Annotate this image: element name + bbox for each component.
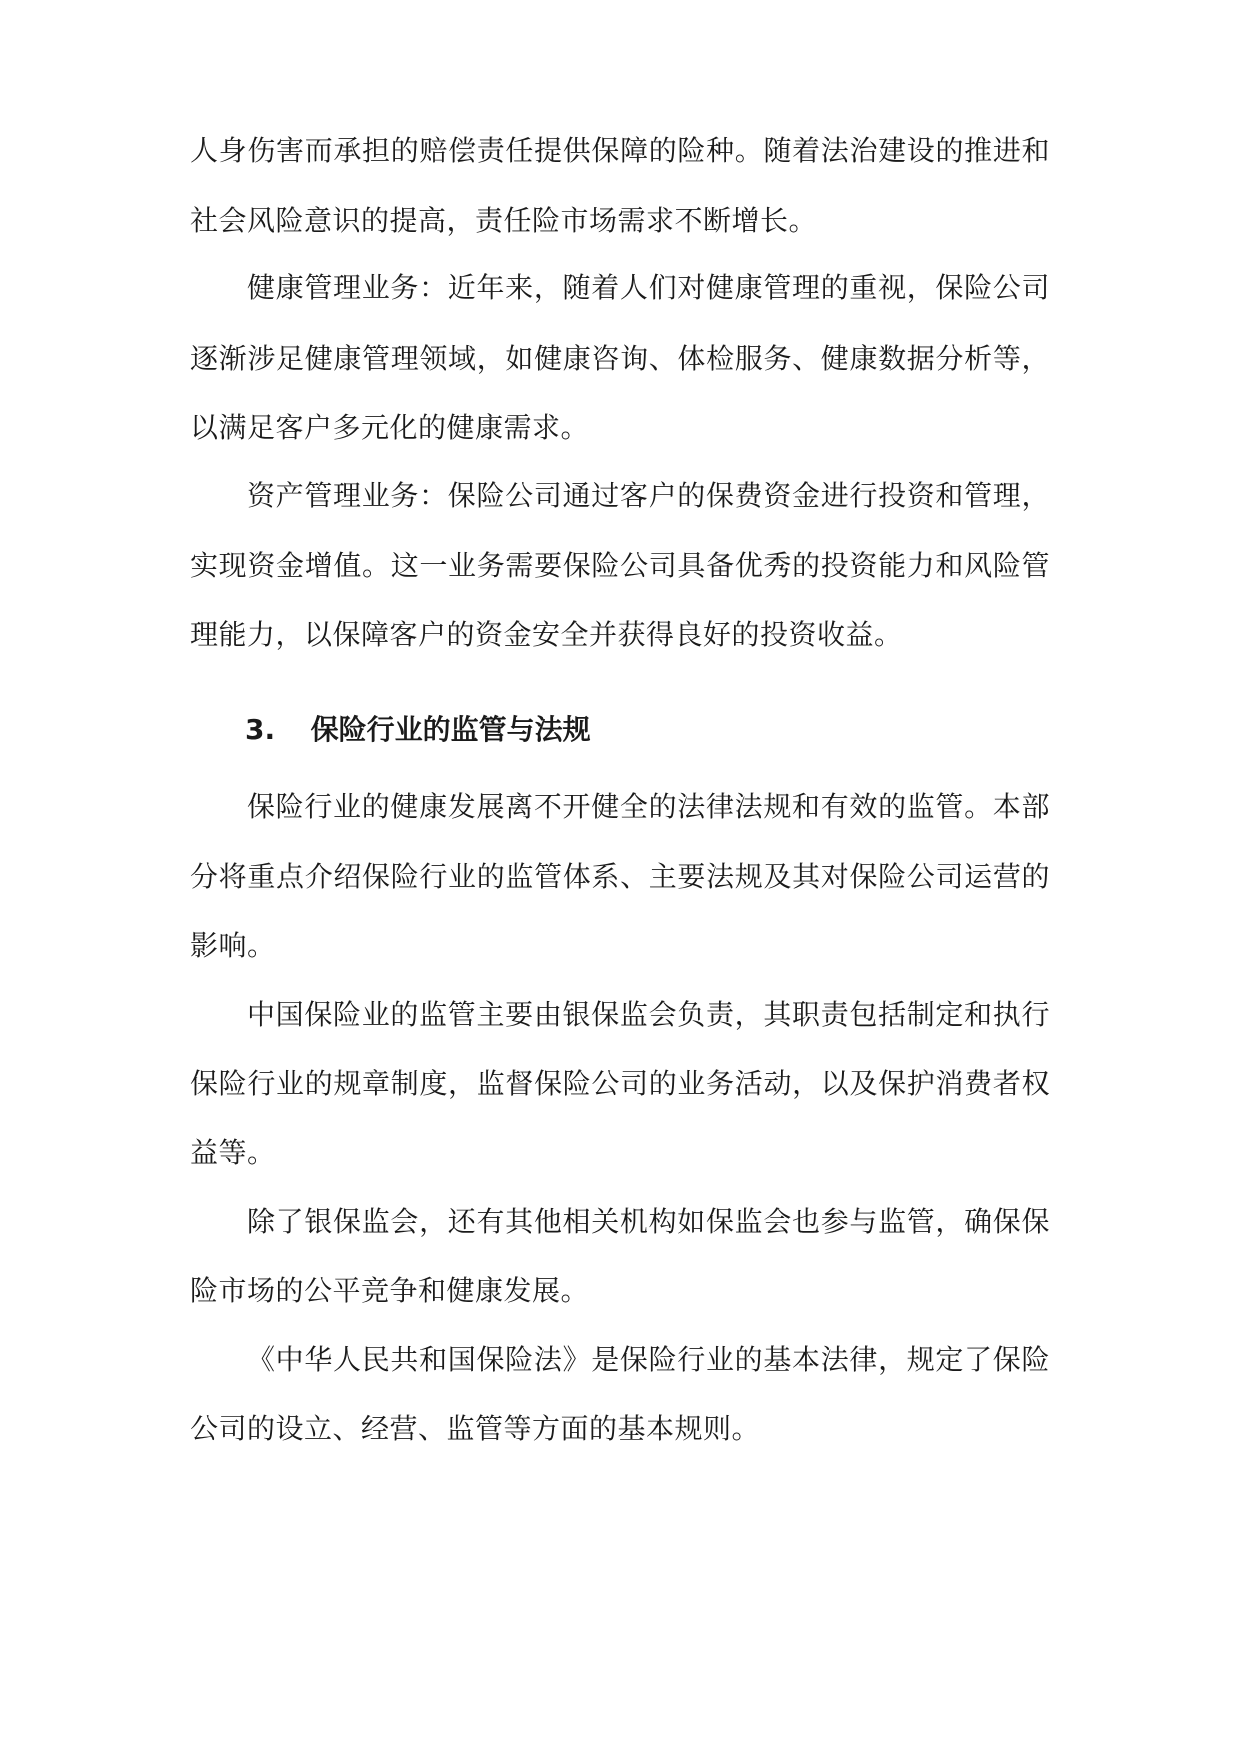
paragraph-line: 中国保险业的监管主要由银保监会负责，其职责包括制定和执行 [247, 998, 1050, 1031]
paragraph-line: 逐渐涉足健康管理领域，如健康咨询、体检服务、健康数据分析等， [190, 342, 1050, 375]
paragraph-line: 保险行业的健康发展离不开健全的法律法规和有效的监管。本部 [247, 790, 1050, 823]
paragraph-line: 《中华人民共和国保险法》是保险行业的基本法律，规定了保险 [247, 1343, 1050, 1376]
document-page [190, 0, 1050, 1754]
section-number: 3. [245, 713, 276, 746]
paragraph-line: 以满足客户多元化的健康需求。 [190, 411, 590, 444]
paragraph-line: 人身伤害而承担的赔偿责任提供保障的险种。随着法治建设的推进和 [190, 134, 1050, 167]
paragraph-line: 益等。 [190, 1136, 276, 1169]
paragraph-line: 保险行业的规章制度，监督保险公司的业务活动，以及保护消费者权 [190, 1067, 1050, 1100]
paragraph-line: 资产管理业务：保险公司通过客户的保费资金进行投资和管理， [247, 479, 1050, 512]
paragraph-line: 险市场的公平竞争和健康发展。 [190, 1274, 590, 1307]
section-title: 保险行业的监管与法规 [310, 713, 591, 746]
paragraph-line: 健康管理业务：近年来，随着人们对健康管理的重视，保险公司 [247, 271, 1050, 304]
section-heading [245, 710, 591, 750]
paragraph-line: 分将重点介绍保险行业的监管体系、主要法规及其对保险公司运营的 [190, 860, 1050, 893]
paragraph-line: 理能力，以保障客户的资金安全并获得良好的投资收益。 [190, 618, 903, 651]
paragraph-line: 社会风险意识的提高，责任险市场需求不断增长。 [190, 204, 818, 237]
paragraph-line: 除了银保监会，还有其他相关机构如保监会也参与监管，确保保 [247, 1205, 1050, 1238]
paragraph-line: 实现资金增值。这一业务需要保险公司具备优秀的投资能力和风险管 [190, 549, 1050, 582]
paragraph-line: 公司的设立、经营、监管等方面的基本规则。 [190, 1412, 761, 1445]
paragraph-line: 影响。 [190, 929, 276, 962]
